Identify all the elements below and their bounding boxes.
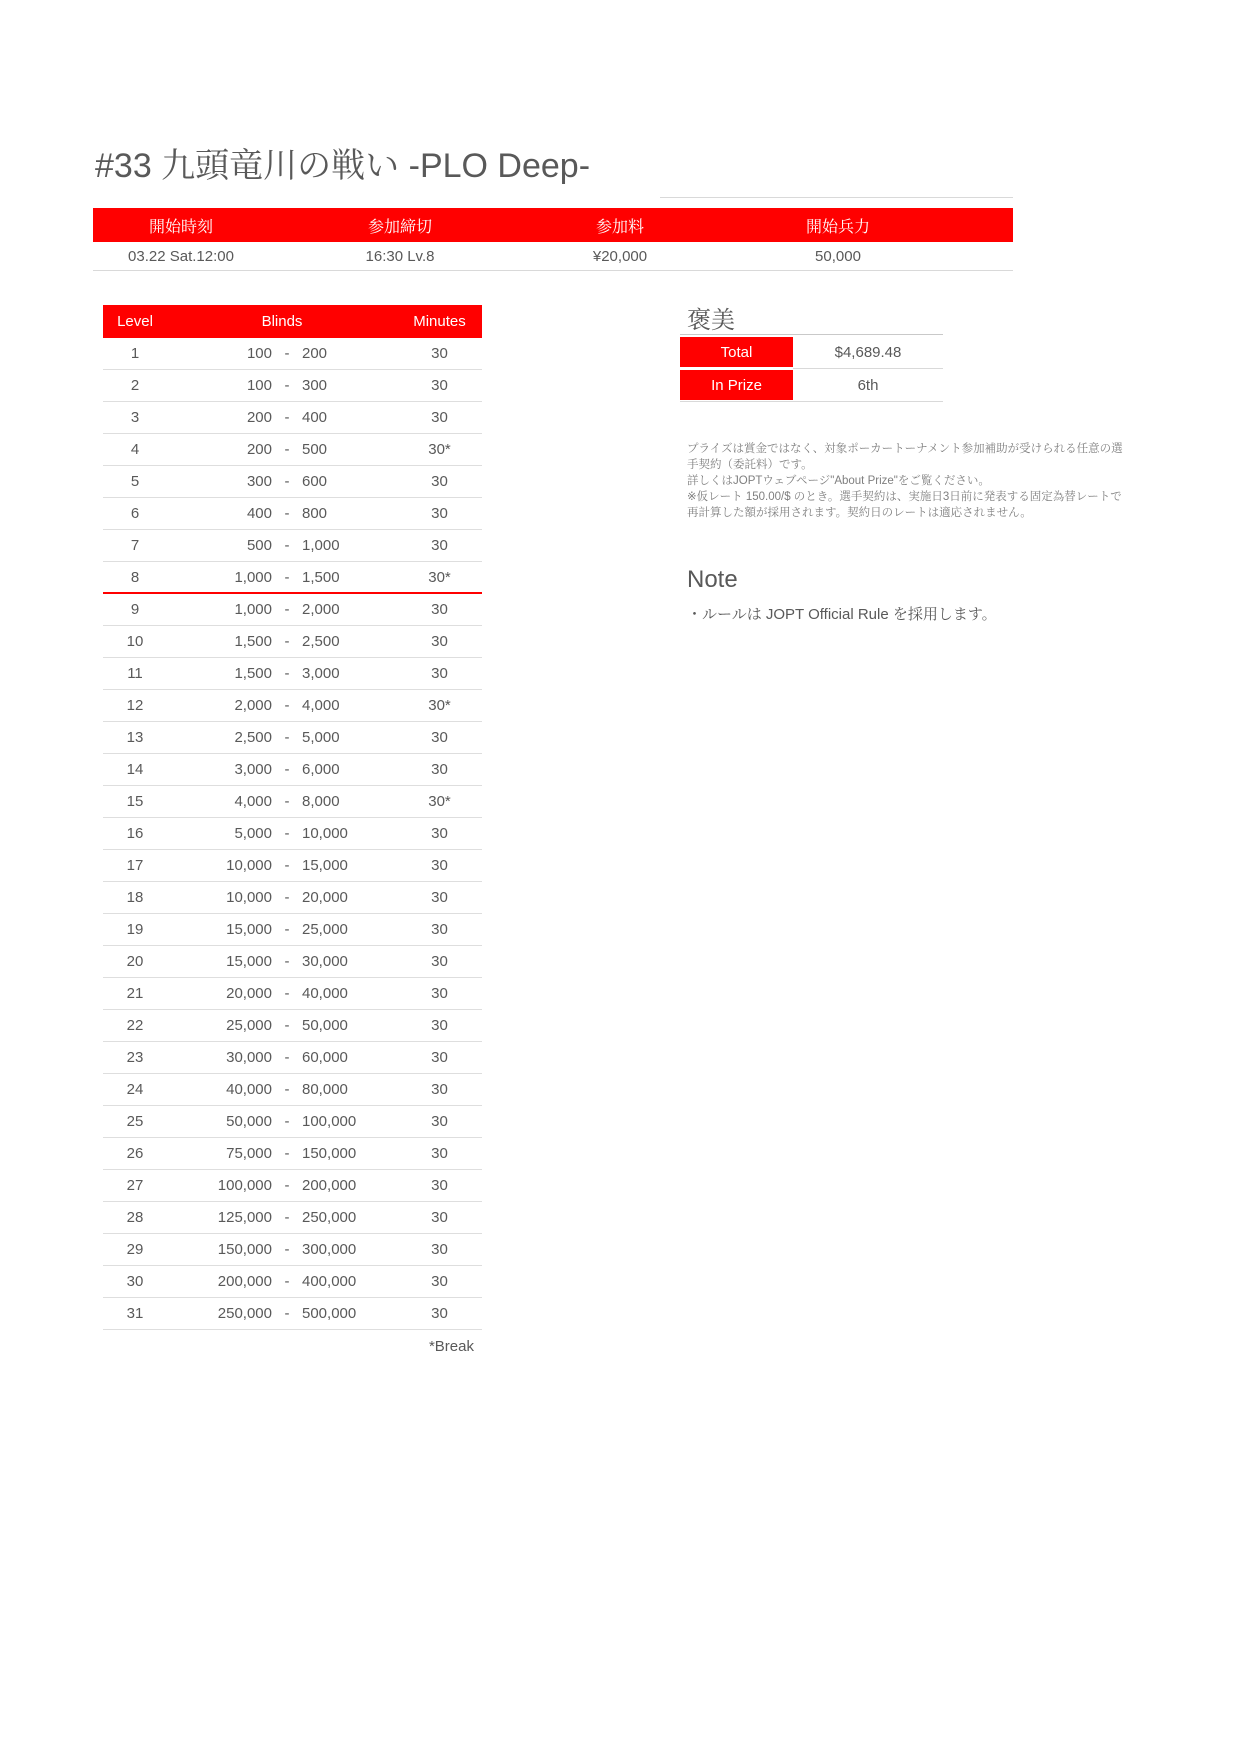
level-cell: 13 — [126, 729, 144, 746]
small-blind-value: 25,000 — [226, 1017, 272, 1034]
minutes-cell: 30 — [431, 505, 448, 522]
small-blind-value: 500 — [246, 537, 272, 554]
big-blind-value: 1,000 — [302, 537, 340, 554]
minutes-cell: 30 — [431, 1017, 448, 1034]
minutes-cell: 30 — [431, 1305, 448, 1322]
small-blind-value: 200,000 — [217, 1273, 272, 1290]
minutes-cell: 30 — [431, 409, 448, 426]
prize-section-heading: 褒美 — [687, 307, 735, 334]
prize-heading-divider — [680, 334, 943, 335]
minutes-cell: 30 — [431, 1081, 448, 1098]
level-cell: 15 — [126, 793, 144, 810]
small-blind-value: 40,000 — [226, 1081, 272, 1098]
table-row — [103, 434, 482, 466]
big-blind-value: 400 — [302, 409, 328, 426]
small-blind-value: 3,000 — [234, 761, 272, 778]
blinds-cell — [167, 473, 397, 490]
blinds-cell — [167, 793, 397, 810]
minutes-cell: 30 — [431, 601, 448, 618]
blinds-dash: - — [284, 633, 290, 650]
level-cell: 3 — [130, 409, 140, 426]
small-blind-value: 50,000 — [226, 1113, 272, 1130]
level-cell: 6 — [130, 505, 140, 522]
blind-structure-table — [103, 305, 482, 1330]
table-row — [103, 498, 482, 530]
level-cell: 26 — [126, 1145, 144, 1162]
blinds-cell — [167, 665, 397, 682]
blinds-cell — [167, 377, 397, 394]
minutes-cell: 30 — [431, 473, 448, 490]
info-header-registration-close: 参加締切 — [367, 218, 432, 236]
blinds-dash: - — [284, 1209, 290, 1226]
blinds-dash: - — [284, 1049, 290, 1066]
column-header-minutes: Minutes — [413, 313, 466, 330]
blinds-cell — [167, 825, 397, 842]
minutes-cell: 30 — [431, 633, 448, 650]
level-cell: 29 — [126, 1241, 144, 1258]
level-cell: 22 — [126, 1017, 144, 1034]
big-blind-value: 250,000 — [302, 1209, 357, 1226]
blinds-cell — [167, 953, 397, 970]
blinds-dash: - — [284, 889, 290, 906]
table-row — [103, 1298, 482, 1330]
info-table-values-row — [93, 242, 1013, 271]
blinds-cell — [167, 985, 397, 1002]
level-cell: 27 — [126, 1177, 144, 1194]
prize-table-bottom-border — [680, 401, 943, 402]
info-table-header-row — [93, 208, 1013, 242]
minutes-cell: 30 — [431, 1273, 448, 1290]
minutes-cell: 30 — [431, 665, 448, 682]
big-blind-value: 4,000 — [302, 697, 340, 714]
disclaimer-line: 再計算した額が採用されます。契約日のレートは適応されません。 — [687, 507, 1032, 519]
page-title: #33 九頭竜川の戦い -PLO Deep- — [95, 147, 591, 185]
big-blind-value: 50,000 — [302, 1017, 348, 1034]
blinds-cell — [167, 1305, 397, 1322]
info-value-registration-close: 16:30 Lv.8 — [365, 247, 435, 265]
level-cell: 12 — [126, 697, 144, 714]
big-blind-value: 800 — [302, 505, 328, 522]
info-header-starting-stack: 開始兵力 — [805, 218, 870, 236]
blinds-dash: - — [284, 601, 290, 618]
small-blind-value: 1,500 — [234, 665, 272, 682]
level-cell: 31 — [126, 1305, 144, 1322]
blinds-cell — [167, 857, 397, 874]
small-blind-value: 5,000 — [234, 825, 272, 842]
minutes-cell: 30 — [431, 1145, 448, 1162]
table-row — [103, 530, 482, 562]
small-blind-value: 10,000 — [226, 889, 272, 906]
blinds-dash: - — [284, 825, 290, 842]
info-header-start-time: 開始時刻 — [148, 218, 213, 236]
small-blind-value: 400 — [246, 505, 272, 522]
minutes-cell: 30 — [431, 921, 448, 938]
small-blind-value: 15,000 — [226, 921, 272, 938]
table-row — [103, 1106, 482, 1138]
level-cell: 21 — [126, 985, 144, 1002]
column-header-blinds: Blinds — [261, 313, 303, 330]
blinds-cell — [167, 921, 397, 938]
level-cell: 18 — [126, 889, 144, 906]
big-blind-value: 150,000 — [302, 1145, 357, 1162]
level-cell: 5 — [130, 473, 140, 490]
disclaimer-line: プライズは賞金ではなく、対象ポーカートーナメント参加補助が受けられる任意の選 — [687, 443, 1123, 455]
minutes-cell: 30 — [431, 1177, 448, 1194]
blinds-cell — [167, 345, 397, 362]
table-row — [103, 786, 482, 818]
blinds-cell — [167, 889, 397, 906]
level-cell: 17 — [126, 857, 144, 874]
level-cell: 10 — [126, 633, 144, 650]
big-blind-value: 200 — [302, 345, 328, 362]
table-row — [103, 690, 482, 722]
small-blind-value: 4,000 — [234, 793, 272, 810]
small-blind-value: 300 — [246, 473, 272, 490]
minutes-cell: 30 — [431, 825, 448, 842]
big-blind-value: 5,000 — [302, 729, 340, 746]
blinds-dash: - — [284, 377, 290, 394]
table-row — [103, 1202, 482, 1234]
minutes-cell: 30 — [431, 377, 448, 394]
table-row — [103, 562, 482, 594]
minutes-cell: 30* — [428, 793, 451, 810]
big-blind-value: 500,000 — [302, 1305, 357, 1322]
break-footnote: *Break — [428, 1338, 474, 1355]
small-blind-value: 100 — [246, 345, 272, 362]
table-row — [103, 1042, 482, 1074]
prize-total-value: $4,689.48 — [834, 343, 902, 361]
blinds-dash: - — [284, 793, 290, 810]
blinds-cell — [167, 1049, 397, 1066]
prize-row-divider — [793, 368, 943, 369]
level-cell: 7 — [130, 537, 140, 554]
level-cell: 19 — [126, 921, 144, 938]
level-cell: 1 — [130, 345, 140, 362]
small-blind-value: 200 — [246, 409, 272, 426]
small-blind-value: 75,000 — [226, 1145, 272, 1162]
table-row — [103, 914, 482, 946]
small-blind-value: 100 — [246, 377, 272, 394]
table-row — [103, 1234, 482, 1266]
small-blind-value: 15,000 — [226, 953, 272, 970]
small-blind-value: 150,000 — [217, 1241, 272, 1258]
blinds-cell — [167, 1241, 397, 1258]
level-cell: 23 — [126, 1049, 144, 1066]
big-blind-value: 2,500 — [302, 633, 340, 650]
blinds-dash: - — [284, 953, 290, 970]
small-blind-value: 250,000 — [217, 1305, 272, 1322]
table-row — [103, 626, 482, 658]
small-blind-value: 2,000 — [234, 697, 272, 714]
big-blind-value: 20,000 — [302, 889, 348, 906]
big-blind-value: 15,000 — [302, 857, 348, 874]
note-section-heading: Note — [687, 566, 738, 593]
disclaimer-line: 手契約（委託料）です。 — [687, 459, 813, 471]
blinds-dash: - — [284, 473, 290, 490]
level-cell: 9 — [130, 601, 140, 618]
table-row — [103, 594, 482, 626]
big-blind-value: 80,000 — [302, 1081, 348, 1098]
blinds-dash: - — [284, 1177, 290, 1194]
blinds-cell — [167, 1177, 397, 1194]
title-divider — [660, 197, 1013, 198]
level-cell: 11 — [127, 665, 143, 682]
table-row — [103, 338, 482, 370]
small-blind-value: 200 — [246, 441, 272, 458]
note-item: ・ルールは JOPT Official Rule を採用します。 — [687, 606, 997, 623]
blinds-dash: - — [284, 857, 290, 874]
blinds-cell — [167, 1273, 397, 1290]
small-blind-value: 100,000 — [217, 1177, 272, 1194]
disclaimer-line: ※仮レート 150.00/$ のとき。選手契約は、実施日3日前に発表する固定為替レートで — [687, 491, 1122, 503]
table-row — [103, 1138, 482, 1170]
blinds-dash: - — [284, 505, 290, 522]
level-cell: 20 — [126, 953, 144, 970]
blinds-cell — [167, 633, 397, 650]
blinds-dash: - — [284, 1305, 290, 1322]
prize-inprize-label: In Prize — [680, 370, 793, 400]
blinds-dash: - — [284, 985, 290, 1002]
big-blind-value: 300,000 — [302, 1241, 357, 1258]
table-row — [103, 882, 482, 914]
big-blind-value: 3,000 — [302, 665, 340, 682]
minutes-cell: 30 — [431, 537, 448, 554]
table-row — [103, 818, 482, 850]
big-blind-value: 500 — [302, 441, 328, 458]
big-blind-value: 100,000 — [302, 1113, 357, 1130]
blinds-cell — [167, 729, 397, 746]
table-row — [103, 402, 482, 434]
big-blind-value: 40,000 — [302, 985, 348, 1002]
level-cell: 28 — [126, 1209, 144, 1226]
table-row — [103, 370, 482, 402]
table-row — [103, 850, 482, 882]
small-blind-value: 125,000 — [217, 1209, 272, 1226]
level-cell: 4 — [130, 441, 140, 458]
small-blind-value: 1,500 — [234, 633, 272, 650]
small-blind-value: 2,500 — [234, 729, 272, 746]
table-row — [103, 1074, 482, 1106]
table-row — [103, 1010, 482, 1042]
level-cell: 24 — [126, 1081, 144, 1098]
minutes-cell: 30 — [431, 1209, 448, 1226]
big-blind-value: 10,000 — [302, 825, 348, 842]
table-row — [103, 722, 482, 754]
info-header-entry-fee: 参加料 — [595, 218, 644, 236]
big-blind-value: 600 — [302, 473, 328, 490]
blinds-cell — [167, 505, 397, 522]
minutes-cell: 30 — [431, 729, 448, 746]
blind-structure-body — [103, 338, 482, 1330]
table-row — [103, 1266, 482, 1298]
big-blind-value: 400,000 — [302, 1273, 357, 1290]
small-blind-value: 1,000 — [234, 568, 272, 586]
big-blind-value: 6,000 — [302, 761, 340, 778]
blinds-cell — [167, 537, 397, 554]
table-row — [103, 978, 482, 1010]
minutes-cell: 30 — [431, 1113, 448, 1130]
blind-structure-header-row — [103, 305, 482, 338]
table-row — [103, 466, 482, 498]
minutes-cell: 30 — [431, 953, 448, 970]
minutes-cell: 30 — [431, 761, 448, 778]
blinds-cell — [167, 409, 397, 426]
minutes-cell: 30* — [428, 568, 451, 586]
blinds-dash: - — [284, 921, 290, 938]
big-blind-value: 1,500 — [302, 568, 340, 586]
big-blind-value: 300 — [302, 377, 328, 394]
blinds-dash: - — [284, 1273, 290, 1290]
minutes-cell: 30 — [431, 857, 448, 874]
info-value-start-time: 03.22 Sat.12:00 — [128, 247, 234, 265]
minutes-cell: 30 — [431, 1241, 448, 1258]
blinds-dash: - — [284, 697, 290, 714]
blinds-dash: - — [284, 729, 290, 746]
table-row — [103, 754, 482, 786]
blinds-dash: - — [284, 1241, 290, 1258]
table-row — [103, 946, 482, 978]
minutes-cell: 30* — [428, 441, 451, 458]
blinds-dash: - — [284, 441, 290, 458]
level-cell: 30 — [126, 1273, 144, 1290]
prize-inprize-value: 6th — [857, 376, 879, 394]
minutes-cell: 30 — [431, 345, 448, 362]
info-value-starting-stack: 50,000 — [815, 247, 861, 265]
blinds-cell — [167, 1113, 397, 1130]
minutes-cell: 30 — [431, 889, 448, 906]
blinds-dash: - — [284, 1145, 290, 1162]
level-cell: 16 — [126, 825, 144, 842]
big-blind-value: 30,000 — [302, 953, 348, 970]
big-blind-value: 200,000 — [302, 1177, 357, 1194]
table-row — [103, 1170, 482, 1202]
small-blind-value: 1,000 — [234, 601, 272, 618]
blinds-cell — [167, 441, 397, 458]
big-blind-value: 2,000 — [302, 601, 340, 618]
blinds-cell — [167, 1081, 397, 1098]
prize-total-label: Total — [680, 337, 793, 367]
blinds-dash: - — [284, 568, 290, 586]
minutes-cell: 30 — [431, 985, 448, 1002]
blinds-cell — [167, 1145, 397, 1162]
small-blind-value: 10,000 — [226, 857, 272, 874]
blinds-dash: - — [284, 665, 290, 682]
blinds-dash: - — [284, 1113, 290, 1130]
column-header-level: Level — [117, 313, 153, 330]
small-blind-value: 20,000 — [226, 985, 272, 1002]
minutes-cell: 30 — [431, 1049, 448, 1066]
blinds-cell — [167, 761, 397, 778]
blinds-dash: - — [284, 1081, 290, 1098]
level-cell: 8 — [130, 568, 140, 586]
minutes-cell: 30* — [428, 697, 451, 714]
blinds-cell — [167, 1017, 397, 1034]
blinds-dash: - — [284, 345, 290, 362]
blinds-dash: - — [284, 1017, 290, 1034]
small-blind-value: 30,000 — [226, 1049, 272, 1066]
blinds-dash: - — [284, 537, 290, 554]
note-items — [687, 604, 997, 626]
big-blind-value: 25,000 — [302, 921, 348, 938]
disclaimer-line: 詳しくはJOPTウェブページ"About Prize"をご覧ください。 — [687, 475, 990, 487]
blinds-cell — [167, 569, 397, 586]
blinds-dash: - — [284, 761, 290, 778]
blinds-cell — [167, 1209, 397, 1226]
blinds-dash: - — [284, 409, 290, 426]
level-cell: 14 — [126, 761, 144, 778]
info-value-entry-fee: ¥20,000 — [592, 247, 648, 265]
level-cell: 2 — [130, 377, 140, 394]
prize-disclaimer-text — [687, 441, 1123, 521]
blinds-cell — [167, 697, 397, 714]
table-row — [103, 658, 482, 690]
blinds-cell — [167, 601, 397, 618]
level-cell: 25 — [126, 1113, 144, 1130]
big-blind-value: 8,000 — [302, 793, 340, 810]
big-blind-value: 60,000 — [302, 1049, 348, 1066]
